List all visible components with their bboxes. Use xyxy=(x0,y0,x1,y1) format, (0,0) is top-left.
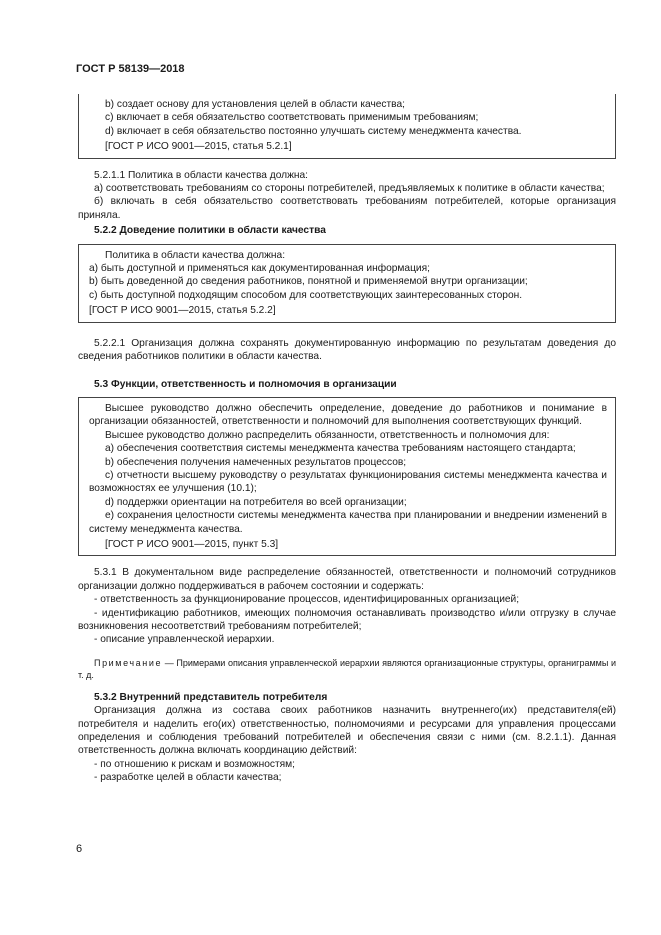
box1-reference: [ГОСТ Р ИСО 9001—2015, статья 5.2.1] xyxy=(105,141,292,153)
box2-line-a: a) быть доступной и применяться как документированная информация; xyxy=(89,263,430,275)
quote-box-5-2-2 xyxy=(78,244,616,323)
quote-box-5-2-1 xyxy=(78,94,616,159)
para-5-3-2: Организация должна из состава своих работников назначить внутреннего(их) представителя(ей) потребителя и наделить его(их) ответственностью, полномочиями и ресурсами для управления процессами определения и соблюдения требований потребителей и обеспечения связи с ними (см. 8.2.1.1). Данная ответственность должна включать координацию действий: xyxy=(78,705,616,757)
box2-reference: [ГОСТ Р ИСО 9001—2015, статья 5.2.2] xyxy=(89,305,276,317)
para-5-3-2-item-2: - разработке целей в области качества; xyxy=(94,772,282,784)
box3-para-1: Высшее руководство должно обеспечить определение, доведение до работников и понимание в организации обязанностей, ответственности и полномочий для выполнения соответствующих функций. xyxy=(89,402,607,428)
box3-reference: [ГОСТ Р ИСО 9001—2015, пункт 5.3] xyxy=(105,538,279,550)
box3-item-d: d) поддержки ориентации на потребителя во всей организации; xyxy=(105,496,407,508)
para-5-3-1-intro: 5.3.1 В документальном виде распределение обязанностей, ответственности и полномочий сотрудников организации должно поддерживаться в рабочем состоянии и содержать: xyxy=(78,567,616,592)
note-5-3-1 xyxy=(78,657,616,681)
note-label: Примечание xyxy=(94,657,163,668)
page-content xyxy=(78,94,616,785)
para-5-2-1-1-intro: 5.2.1.1 Политика в области качества должна: xyxy=(94,169,309,181)
box2-line-c: c) быть доступной подходящим способом для соответствующих заинтересованных сторон. xyxy=(89,289,523,301)
box3-item-e: e) сохранения целостности системы менеджмента качества при планировании и внедрении изменений в систему менеджмента качества. xyxy=(89,510,607,535)
box2-line-intro: Политика в области качества должна: xyxy=(105,249,286,261)
quote-box-5-3 xyxy=(78,397,616,556)
para-5-3-1-item-2: - идентификацию работников, имеющих полномочия останавливать производство и/или отгрузку в случае возникновения несоответствий требованиям потребителей; xyxy=(78,607,616,632)
para-5-2-2-1: 5.2.2.1 Организация должна сохранять документированную информацию по результатам доведения до сведения работников политики в области качества. xyxy=(78,337,616,363)
box2-line-b: b) быть доведенной до сведения работников, понятной и применяемой внутри организации; xyxy=(89,276,528,288)
para-5-2-1-1-b: б) включать в себя обязательство соответствовать требованиям потребителей, которые организация приняла. xyxy=(78,196,616,221)
box1-line-b: b) создает основу для установления целей в области качества; xyxy=(105,99,405,110)
page-number: 6 xyxy=(76,843,83,855)
heading-5-2-2: 5.2.2 Доведение политики в области качества xyxy=(94,225,326,237)
note-text: — Примерами описания управленческой иерархии являются организационные структуры, органиграммы и т. д. xyxy=(78,657,616,680)
box3-item-b: b) обеспечения получения намеченных результатов процессов; xyxy=(105,456,407,468)
heading-5-3-2: 5.3.2 Внутренний представитель потребителя xyxy=(94,691,328,703)
box3-para-2: Высшее руководство должно распределить обязанности, ответственность и полномочия для: xyxy=(105,429,550,441)
para-5-3-2-item-1: - по отношению к рискам и возможностям; xyxy=(94,758,295,770)
box1-line-d: d) включает в себя обязательство постоянно улучшать систему менеджмента качества. xyxy=(105,125,522,137)
box1-line-c: c) включает в себя обязательство соответствовать применимым требованиям; xyxy=(105,112,479,124)
para-5-3-1-item-1: - ответственность за функционирование процессов, идентифицированных организацией; xyxy=(94,594,520,606)
box3-item-a: a) обеспечения соответствия системы менеджмента качества требованиям настоящего стандарта; xyxy=(105,443,576,455)
para-5-3-1-item-3: - описание управленческой иерархии. xyxy=(94,634,275,646)
document-header: ГОСТ Р 58139—2018 xyxy=(76,63,185,75)
heading-5-3: 5.3 Функции, ответственность и полномочия в организации xyxy=(94,378,397,390)
box3-item-c: c) отчетности высшему руководству о результатах функционирования системы менеджмента качества и возможностях ее улучшения (10.1); xyxy=(89,469,607,495)
para-5-2-1-1-a: а) соответствовать требованиям со стороны потребителей, предъявляемых к политике в области качества; xyxy=(94,183,605,195)
